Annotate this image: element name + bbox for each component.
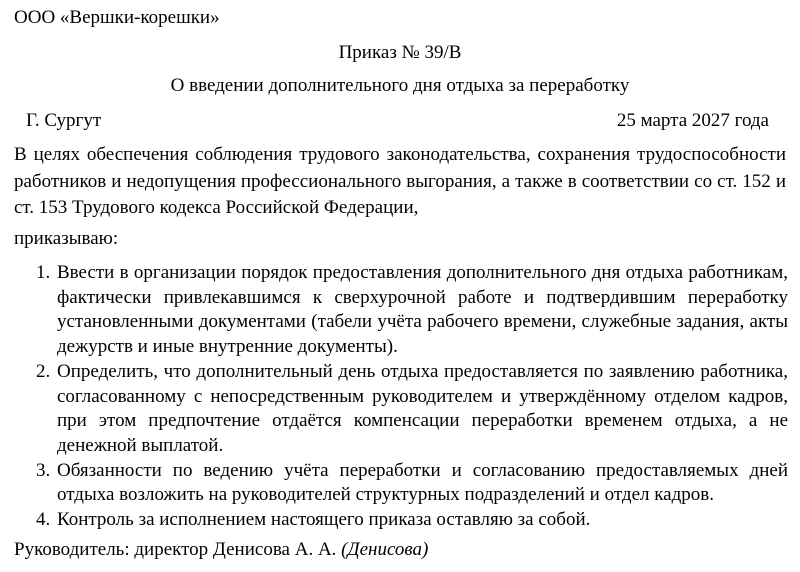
order-date: 25 марта 2027 года: [616, 110, 769, 131]
organization-name: ООО «Вершки-корешки»: [14, 7, 220, 28]
list-item-text: Ввести в организации порядок предоставления дополнительного дня отдыха работникам, фактически привлекавшимся к сверхурочной работе и подтвердившим переработку установленными документами (табели учёта рабочего времени, служебные задания, акты дежурств и иные внутренние документы).: [57, 262, 788, 358]
list-item: [36, 459, 788, 508]
list-item: [36, 261, 788, 360]
list-item-text: Контроль за исполнением настоящего приказа оставляю за собой.: [57, 509, 591, 531]
order-city: Г. Сургут: [26, 110, 102, 131]
list-item-number: 4.: [36, 509, 51, 531]
list-item: [36, 360, 788, 459]
order-title: Приказ № 39/В: [338, 42, 462, 63]
list-item-number: 3.: [36, 459, 51, 481]
list-item-number: 1.: [36, 262, 51, 283]
list-item: [36, 508, 788, 533]
list-item-text: Определить, что дополнительный день отдыха предоставляется по заявлению работника, согласованному с непосредственным руководителем и утверждённому отделом кадров, при этом предпочтение отдаётся компенсации переработки временем отдыха, а не денежной выплатой.: [57, 360, 788, 456]
signature-name: (Денисова): [341, 539, 429, 560]
list-item-text: Обязанности по ведению учёта переработки и согласованию предоставляемых дней отдыха возложить на руководителей структурных подразделений и отдел кадров.: [57, 459, 788, 506]
decree-word: приказываю:: [14, 228, 119, 249]
order-subject: О введении дополнительного дня отдыха за переработку: [170, 75, 630, 96]
preamble-paragraph: В целях обеспечения соблюдения трудового законодательства, сохранения трудоспособности работников и недопущения профессионального выгорания, а также в соответствии со ст. 152 и ст. 153 Трудового кодекса Российской Федерации,: [14, 144, 786, 218]
signature-line: [14, 539, 800, 561]
list-item-number: 2.: [36, 360, 51, 382]
order-items-list: [36, 261, 788, 533]
signature-label: Руководитель: директор Денисова А. А.: [14, 539, 337, 560]
